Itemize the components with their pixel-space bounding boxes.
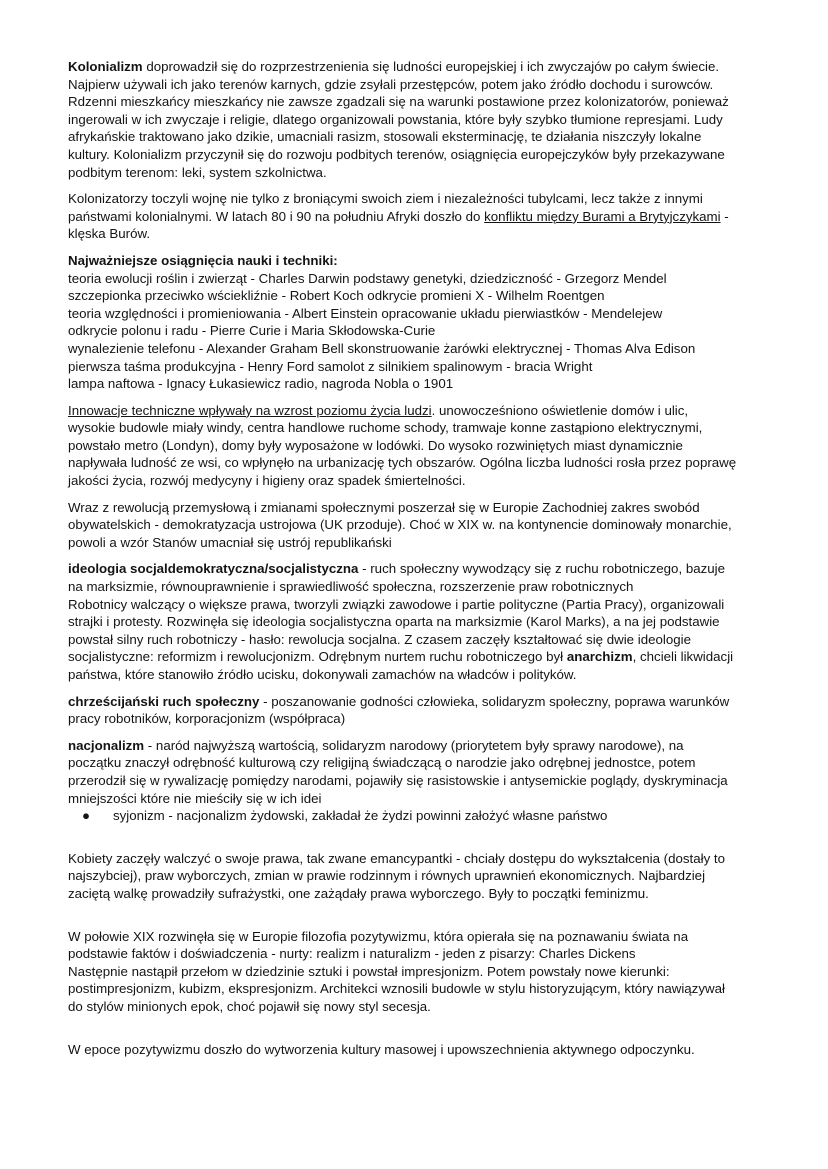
boer-war-link[interactable]: konfliktu między Burami a Brytyjczykami <box>484 208 721 224</box>
heading-achievements: Najważniejsze osiągnięcia nauki i techniki: <box>68 252 338 268</box>
paragraph-feminism: Kobiety zaczęły walczyć o swoje prawa, tak zwane emancypantki - chciały dostępu do wykształcenia (dostały to najszybciej), praw wyborczych, zmian w prawie rodzinnym i równych uprawnień ekonomicznych. Najbardziej zaciętą walkę prowadziły sufrażystki, one zażądały prawa wyborczego. Były to początki feminizmu. <box>68 850 726 901</box>
term-socialism: ideologia socjaldemokratyczna/socjalistyczna <box>68 561 359 577</box>
paragraph-colonial-wars: Kolonizatorzy toczyli wojnę nie tylko z broniącymi swoich ziem i niezależności tubylcami, lecz także z innymi państwami kolonialnymi. W latach 80 i 90 na południu Afryki doszło do konfliktu między Burami a Brytyjczykami - klęska Burów. <box>68 191 729 242</box>
paragraph-democratization: Wraz z rewolucją przemysłową i zmianami społecznymi poszerzał się w Europie Zachodniej zakres swobód obywatelskich - demokratyzacja ustrojowa (UK przoduje). Choć w XIX w. na kontynencie dominowały monarchie, powoli a wzór Stanów umacniał się ustrój republikański <box>68 499 732 550</box>
paragraph-innovations: Innowacje techniczne wpływały na wzrost poziomu życia ludzi. unowocześniono oświetlenie domów i ulic, wysokie budowle miały windy, centra handlowe ruchome schody, tramwaje konne zastąpiono elektrycznymi, powstało metro (Londyn), domy były wyposażone w lodówki. Do wysoko rozwiniętych miast dynamicznie napływała ludność ze wsi, co wpłynęło na urbanizację tych obszarów. Ogólna liczba ludności rosła przez poprawę jakości życia, rozwój medycyny i higieny oraz spadek śmiertelności. <box>68 402 737 489</box>
paragraph-colonialism: Kolonializm doprowadził się do rozprzestrzenienia się ludności europejskiej i ich zwyczajów po całym świecie. Najpierw używali ich jako terenów karnych, gdzie zsyłali przestępców, potem jako źródło dochodu i surowców. Rdzenni mieszkańcy mieszkańcy nie zawsze zgadzali się na warunki postawione przez kolonizatorów, ponieważ ingerowali w ich zwyczaje i religie, dlatego organizowali powstania, które były szybko tłumione represjami. Ludy afrykańskie traktowano jako dzikie, umacniali rasizm, stosowali eksterminację, te działania niszczyły lokalne kultury. Kolonializm przyczynił się do rozwoju podbitych terenów, osiągnięcia europejczyków były przekazywane podbitym terenom: leki, system szkolnictwa. <box>68 59 729 180</box>
list-item: ● syjonizm - nacjonalizm żydowski, zakładał że żydzi powinni założyć własne państwo <box>82 808 608 824</box>
document-page <box>68 58 768 1067</box>
bullet-icon: ● <box>82 808 91 824</box>
term-colonialism: Kolonializm <box>68 59 143 74</box>
term-anarchism: anarchizm <box>566 649 633 665</box>
innovations-link[interactable]: Innowacje techniczne wpływały na wzrost poziomu życia ludzi <box>68 402 432 418</box>
paragraph-christian-movement: chrześcijański ruch społeczny - poszanowanie godności człowieka, solidaryzm społeczny, poprawa warunków pracy robotników, korporacjonizm (współpraca) <box>68 693 730 727</box>
paragraph-mass-culture: W epoce pozytywizmu doszło do wytworzenia kultury masowej i upowszechnienia aktywnego odpoczynku. <box>68 1041 695 1057</box>
term-christian-movement: chrześcijański ruch społeczny <box>68 693 260 709</box>
paragraph-nationalism: nacjonalizm - naród najwyższą wartością, solidaryzm narodowy (priorytetem były sprawy narodowe), na początku znaczył odrębność kulturową czy religijną świadczącą o narodzie jako odrębnej jednostce, potem przerodził się w rywalizację pomiędzy narodami, pojawiły się rasistowskie i antysemickie poglądy, dyskryminacja mniejszości które nie mieściły się w ich idei ● syjonizm - nacjonalizm żydowski, zakładał że żydzi powinni założyć własne państwo <box>68 737 768 825</box>
paragraph-achievements: Najważniejsze osiągnięcia nauki i techniki: teoria ewolucji roślin i zwierząt - Charles Darwin podstawy genetyki, dziedziczność - Grzegorz Mendel szczepionka przeciwko wściekliźnie - Robert Koch odkrycie promieni X - Wilhelm Roentgen teoria względności i promieniowania - Albert Einstein opracowanie układu pierwiastków - Mendelejew odkrycie polonu i radu - Pierre Curie i Maria Skłodowska-Curie wynalezienie telefonu - Alexander Graham Bell skonstruowanie żarówki elektrycznej - Thomas Alva Edison pierwsza taśma produkcyjna - Henry Ford samolot z silnikiem spalinowym - bracia Wright lampa naftowa - Ignacy Łukasiewicz radio, nagroda Nobla o 1901 <box>68 252 696 392</box>
paragraph-positivism: W połowie XIX rozwinęła się w Europie filozofia pozytywizmu, która opierała się na poznawaniu świata na podstawie faktów i doświadczenia - nurty: realizm i naturalizm - jeden z pisarzy: Charles Dickens Następnie nastąpił przełom w dziedzinie sztuki i powstał impresjonizm. Potem powstały nowe kierunki: postimpresjonizm, kubizm, ekspresjonizm. Architekci wznosili budowle w stylu historyzującym, który nawiązywał do stylów minionych epok, choć pojawił się nowy styl secesja. <box>68 928 725 1014</box>
paragraph-socialism: ideologia socjaldemokratyczna/socjalistyczna - ruch społeczny wywodzący się z ruchu robotniczego, bazuje na marksizmie, równouprawnienie i sprawiedliwość społeczna, rozszerzenie praw robotnicznych Robotnicy walczący o większe prawa, tworzyli związki zawodowe i partie polityczne (Partia Pracy), organizowali strajki i protesty. Rozwinęła się ideologia socjalistyczna oparta na marksizmie (Karol Marks), a na jej podstawie powstał silny ruch robotniczy - hasło: rewolucja socjalna. Z czasem zaczęły kształtować się dwie ideologie socjalistyczne: reformizm i rewolucjonizm. Odrębnym nurtem ruchu robotniczego był anarchizm, chcieli likwidacji państwa, które stanowiło źródło ucisku, dokonywali zamachów na władców i polityków. <box>68 561 734 682</box>
term-nationalism: nacjonalizm <box>68 737 145 753</box>
